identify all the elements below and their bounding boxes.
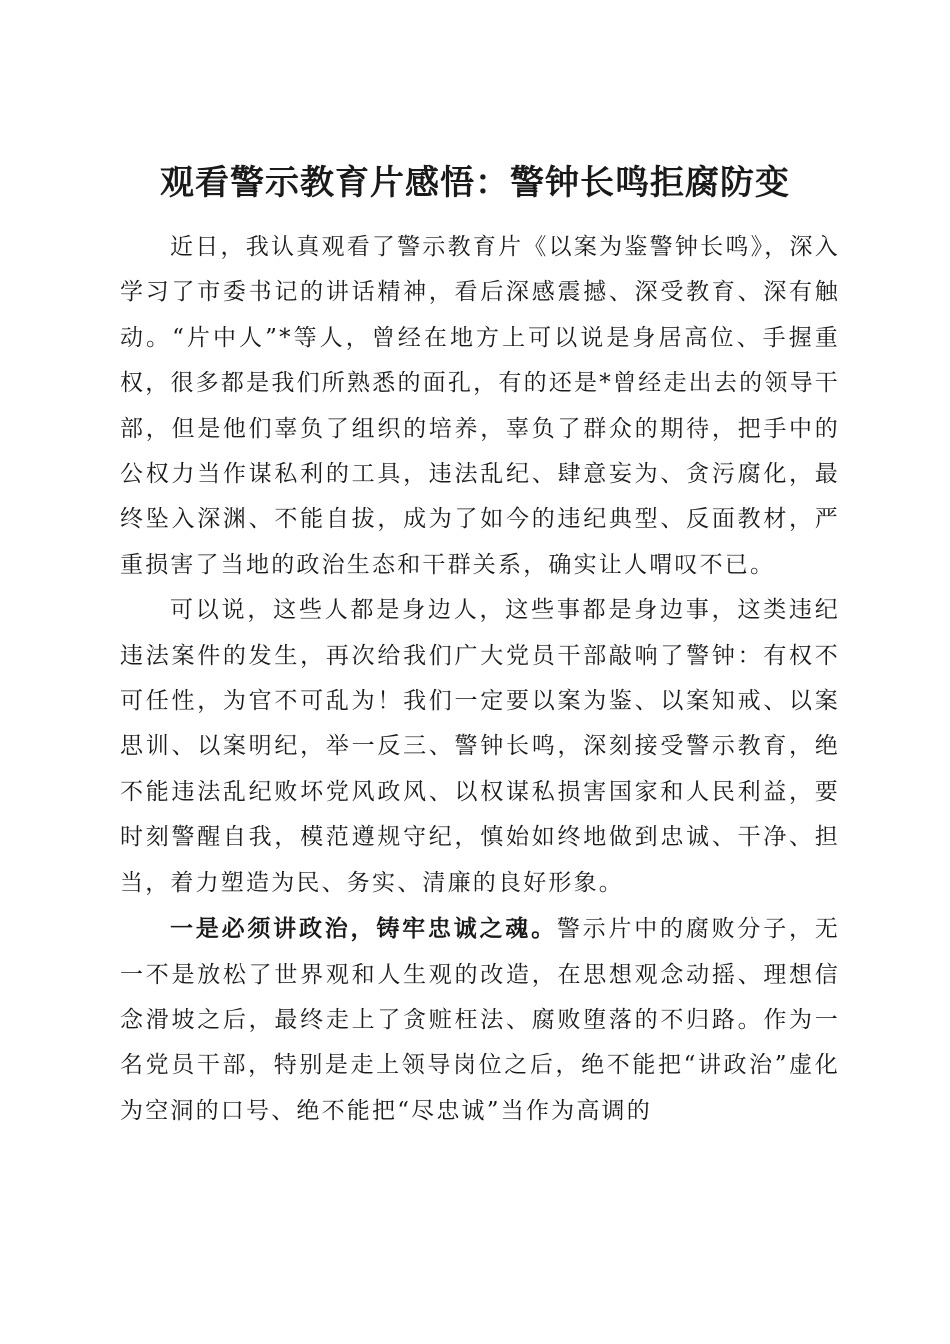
paragraph-2 bbox=[120, 588, 840, 906]
paragraph-2-text: 可以说，这些人都是身边人，这些事都是身边事，这类违纪违法案件的发生，再次给我们广大党员干部敲响了警钟：有权不可任性，为官不可乱为！我们一定要以案为鉴、以案知戒、以案思训、以案明纪，举一反三、警钟长鸣，深刻接受警示教育，绝不能违法乱纪败坏党风政风、以权谋私损害国家和人民利益，要时刻警醒自我，模范遵规守纪，慎始如终地做到忠诚、干净、担当，着力塑造为民、务实、清廉的良好形象。 bbox=[120, 597, 840, 896]
document-body bbox=[120, 225, 840, 1134]
document-title: 观看警示教育片感悟：警钟长鸣拒腐防变 bbox=[160, 162, 790, 203]
paragraph-1-text: 近日，我认真观看了警示教育片《以案为鉴警钟长鸣》，深入学习了市委书记的讲话精神，看后深感震撼、深受教育、深有触动。“片中人”*等人，曾经在地方上可以说是身居高位、手握重权，很多都是我们所熟悉的面孔，有的还是*曾经走出去的领导干部，但是他们辜负了组织的培养，辜负了群众的期待，把手中的公权力当作谋私利的工具，违法乱纪、肆意妄为、贪污腐化，最终坠入深渊、不能自拔，成为了如今的违纪典型、反面教材，严重损害了当地的政治生态和干群关系，确实让人喟叹不已。 bbox=[120, 234, 840, 578]
paragraph-1 bbox=[120, 225, 840, 588]
paragraph-3 bbox=[120, 906, 840, 1134]
paragraph-3-lead: 一是必须讲政治，铸牢忠诚之魂。 bbox=[170, 915, 557, 943]
paragraph-3-text: 警示片中的腐败分子，无一不是放松了世界观和人生观的改造，在思想观念动摇、理想信念滑坡之后，最终走上了贪赃枉法、腐败堕落的不归路。作为一名党员干部，特别是走上领导岗位之后，绝不能把“讲政治”虚化为空洞的口号、绝不能把“尽忠诚”当作为高调的 bbox=[120, 916, 841, 1124]
